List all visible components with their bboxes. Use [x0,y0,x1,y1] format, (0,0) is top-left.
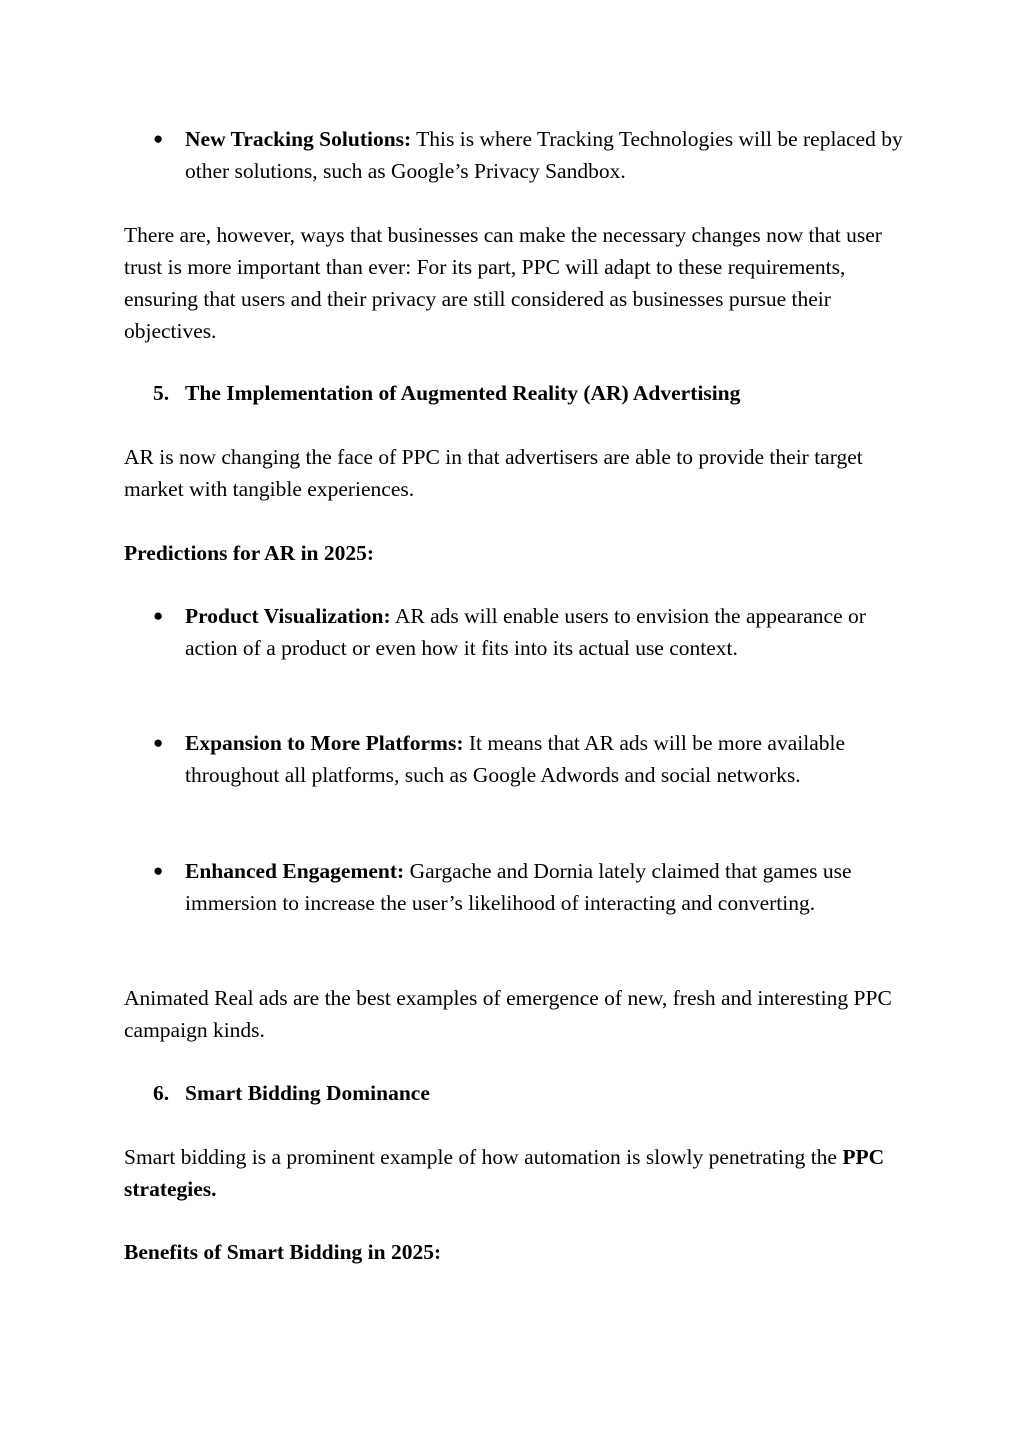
paragraph-smart-bidding [124,1141,914,1205]
heading-section-5 [153,377,918,409]
bullet-enhanced-engagement [153,855,918,919]
bullet-expansion-platforms [153,727,918,791]
heading-text: The Implementation of Augmented Reality (AR) Advertising [185,381,741,405]
bullet-text: AR ads will enable users to envision the appearance or action of a product or even how it fits into its actual use context. [185,604,866,660]
subheading-benefits: Benefits of Smart Bidding in 2025: [124,1240,442,1264]
heading-number: 5. [153,381,170,405]
heading-section-6 [153,1077,918,1109]
bullet-dot-icon: ● [153,861,164,880]
paragraph-ar-intro: AR is now changing the face of PPC in that advertisers are able to provide their target market with tangible experiences. [124,445,863,501]
paragraph-text: Smart bidding is a prominent example of how automation is slowly penetrating the [124,1145,843,1169]
bullet-text: Gargache and Dornia lately claimed that games use immersion to increase the user’s likelihood of interacting and converting. [185,859,852,915]
paragraph-animated-real: Animated Real ads are the best examples of emergence of new, fresh and interesting PPC campaign kinds. [124,986,892,1042]
heading-text: Smart Bidding Dominance [185,1081,430,1105]
bullet-label: New Tracking Solutions: [185,127,412,151]
bullet-label: Product Visualization: [185,604,391,628]
bullet-dot-icon: ● [153,129,164,148]
paragraph-user-trust: There are, however, ways that businesses can make the necessary changes now that user trust is more important than ever: For its part, PPC will adapt to these requirements, ensuring that users and their privacy are still considered as businesses pursue their objectives. [124,223,882,343]
heading-number: 6. [153,1081,170,1105]
bullet-product-visualization [153,600,918,664]
bullet-text: This is where Tracking Technologies will be replaced by other solutions, such as Google’s Privacy Sandbox. [185,127,903,183]
bullet-text: It means that AR ads will be more available throughout all platforms, such as Google Adwords and social networks. [185,731,846,787]
bullet-label: Enhanced Engagement: [185,859,405,883]
ppc-strategies-bold: PPC strategies. [124,1145,885,1201]
bullet-label: Expansion to More Platforms: [185,731,464,755]
bullet-dot-icon: ● [153,733,164,752]
bullet-new-tracking-solutions [153,123,918,187]
subheading-predictions: Predictions for AR in 2025: [124,541,375,565]
bullet-dot-icon: ● [153,606,164,625]
